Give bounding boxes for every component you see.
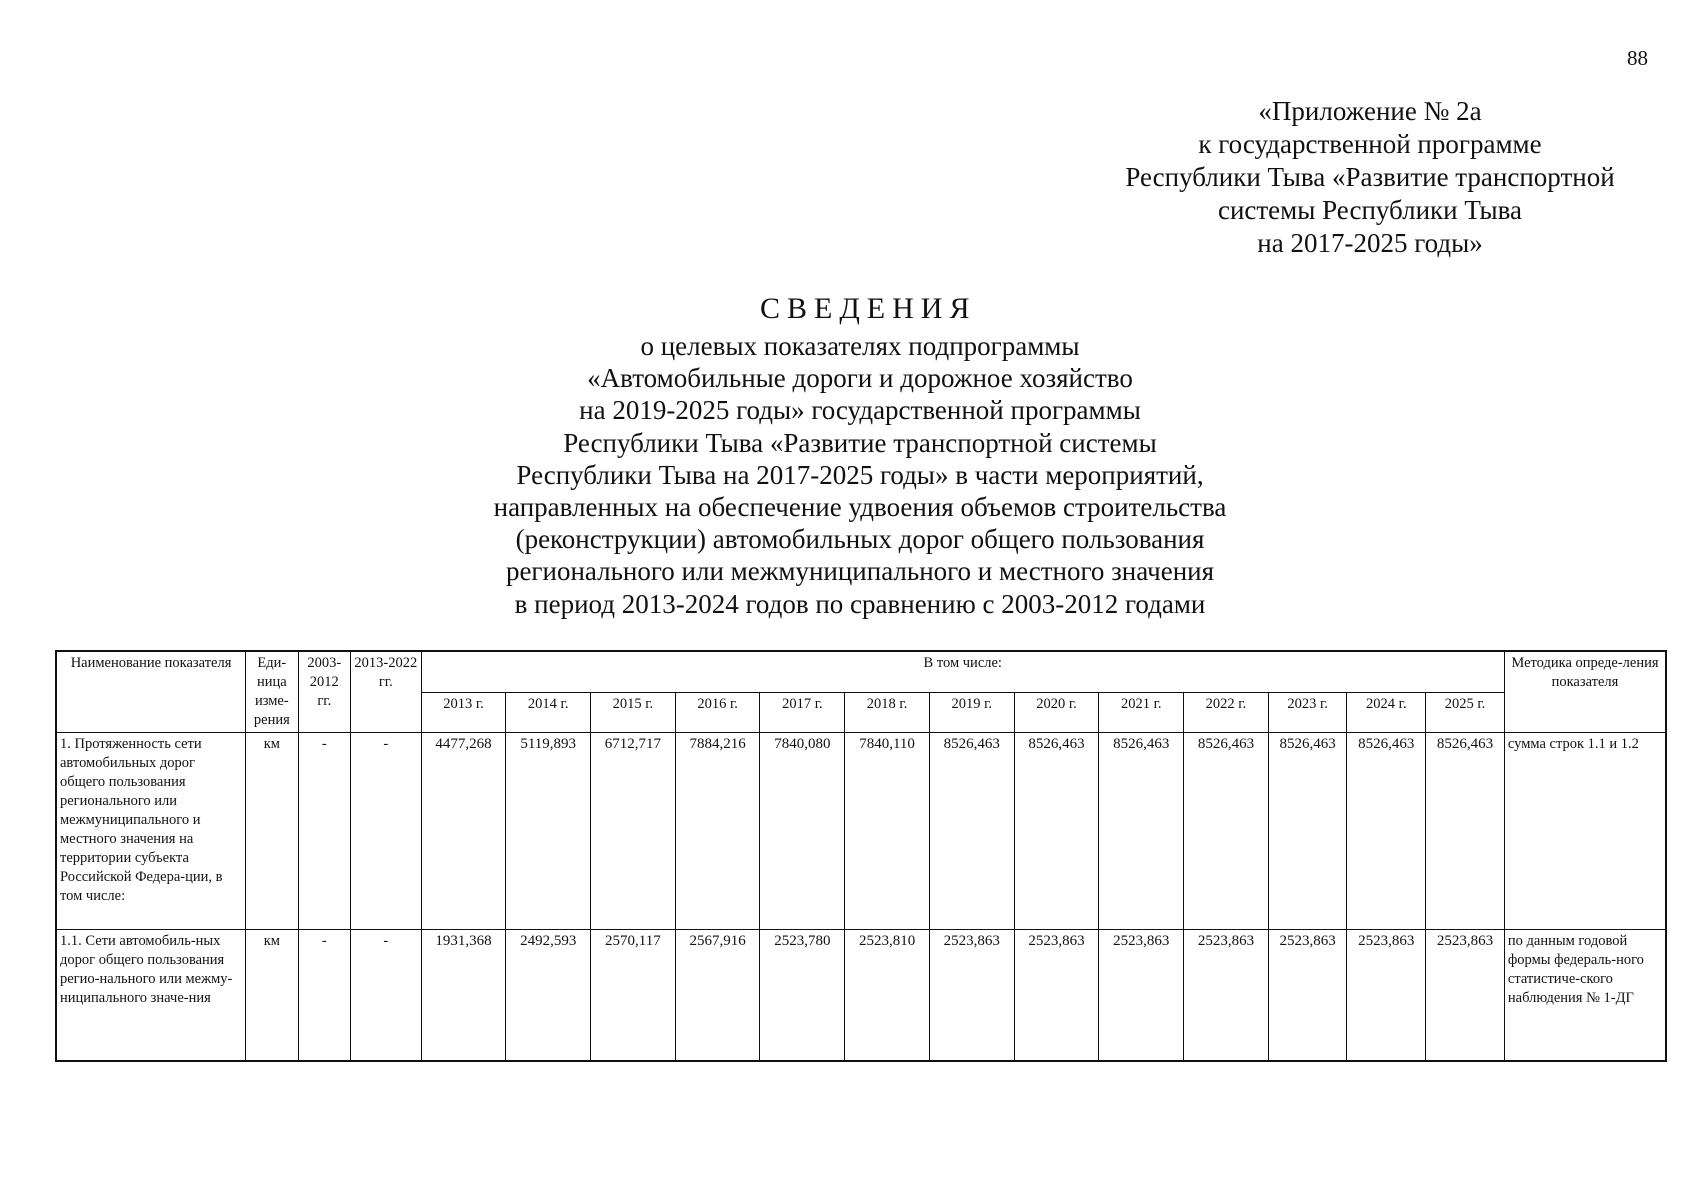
subtitle-line: Республики Тыва на 2017-2025 годы» в части мероприятий, (516, 459, 1204, 490)
appendix-line: к государственной программе (1198, 129, 1542, 159)
row-method: сумма строк 1.1 и 1.2 (1504, 733, 1666, 930)
row-unit: км (246, 733, 298, 930)
header-year: 2014 г. (506, 692, 591, 732)
row-value: 8526,463 (1099, 733, 1184, 930)
appendix-line: на 2017-2025 годы» (1257, 228, 1483, 258)
row-value: 7840,110 (845, 733, 930, 930)
header-unit: Еди-ница изме-рения (246, 651, 298, 733)
row-period-2003-2012: - (298, 733, 350, 930)
header-period-2013-2022: 2013-2022 гг. (351, 651, 422, 733)
subtitle-line: «Автомобильные дороги и дорожное хозяйство (587, 363, 1133, 394)
row-value: 8526,463 (1014, 733, 1099, 930)
row-value: 2570,117 (591, 930, 676, 1062)
document-subtitle (360, 330, 1360, 620)
row-value: 2523,863 (1099, 930, 1184, 1062)
subtitle-line: о целевых показателях подпрограммы (640, 331, 1080, 361)
row-period-2013-2022: - (351, 930, 422, 1062)
subtitle-line: (реконструкции) автомобильных дорог общего пользования (515, 524, 1205, 555)
row-value: 8526,463 (929, 733, 1014, 930)
row-value: 1931,368 (421, 930, 506, 1062)
header-including: В том числе: (421, 651, 1504, 692)
header-year: 2019 г. (929, 692, 1014, 732)
row-value: 2492,593 (506, 930, 591, 1062)
subtitle-line: регионального или межмуниципального и местного значения (505, 556, 1215, 587)
row-value: 8526,463 (1268, 733, 1347, 930)
row-unit: км (246, 930, 298, 1062)
row-value: 7884,216 (675, 733, 760, 930)
header-period-2003-2012: 2003-2012 гг. (298, 651, 350, 733)
header-year: 2021 г. (1099, 692, 1184, 732)
subtitle-line: в период 2013-2024 годов по сравнению с 2003-2012 годами (514, 588, 1206, 619)
header-method: Методика опреде-ления показателя (1504, 651, 1666, 733)
row-value: 8526,463 (1347, 733, 1426, 930)
indicators-table (55, 650, 1667, 1062)
row-value: 2523,863 (1184, 930, 1269, 1062)
row-value: 6712,717 (591, 733, 676, 930)
row-value: 2523,863 (1268, 930, 1347, 1062)
page-number: 88 (1627, 46, 1648, 70)
row-value: 2523,863 (1426, 930, 1505, 1062)
document-heading: СВЕДЕНИЯ (760, 292, 977, 325)
row-name: 1. Протяженность сети автомобильных дорог общего пользования регионального или межмуниципального и местного значения на территории субъекта Российской Федера-ции, в том числе: (56, 733, 246, 930)
appendix-note (1060, 95, 1680, 260)
header-year: 2017 г. (760, 692, 845, 732)
header-year: 2025 г. (1426, 692, 1505, 732)
header-year: 2015 г. (591, 692, 676, 732)
header-year: 2020 г. (1014, 692, 1099, 732)
row-value: 2567,916 (675, 930, 760, 1062)
table-row (56, 930, 1666, 1062)
row-value: 5119,893 (506, 733, 591, 930)
header-year: 2013 г. (421, 692, 506, 732)
row-name: 1.1. Сети автомобиль-ных дорог общего пользования регио-нального или межму-ниципального значе-ния (56, 930, 246, 1062)
row-value: 4477,268 (421, 733, 506, 930)
header-year: 2022 г. (1184, 692, 1269, 732)
subtitle-line: направленных на обеспечение удвоения объемов строительства (493, 492, 1227, 523)
appendix-line: Республики Тыва «Развитие транспортной (1125, 162, 1615, 192)
row-value: 2523,810 (845, 930, 930, 1062)
subtitle-line: Республики Тыва «Развитие транспортной системы (563, 427, 1157, 458)
row-period-2013-2022: - (351, 733, 422, 930)
row-method: по данным годовой формы федераль-ного статистиче-ского наблюдения № 1-ДГ (1504, 930, 1666, 1062)
row-value: 2523,863 (929, 930, 1014, 1062)
row-value: 2523,863 (1014, 930, 1099, 1062)
header-year: 2023 г. (1268, 692, 1347, 732)
table-row (56, 733, 1666, 930)
appendix-line: системы Республики Тыва (1217, 195, 1523, 225)
row-value: 2523,780 (760, 930, 845, 1062)
subtitle-line: на 2019-2025 годы» государственной программы (579, 395, 1141, 426)
row-value: 7840,080 (760, 733, 845, 930)
row-value: 2523,863 (1347, 930, 1426, 1062)
row-period-2003-2012: - (298, 930, 350, 1062)
row-value: 8526,463 (1426, 733, 1505, 930)
appendix-line: «Приложение № 2а (1258, 96, 1482, 126)
header-name: Наименование показателя (56, 651, 246, 733)
row-value: 8526,463 (1184, 733, 1269, 930)
header-year: 2016 г. (675, 692, 760, 732)
header-year: 2024 г. (1347, 692, 1426, 732)
header-year: 2018 г. (845, 692, 930, 732)
